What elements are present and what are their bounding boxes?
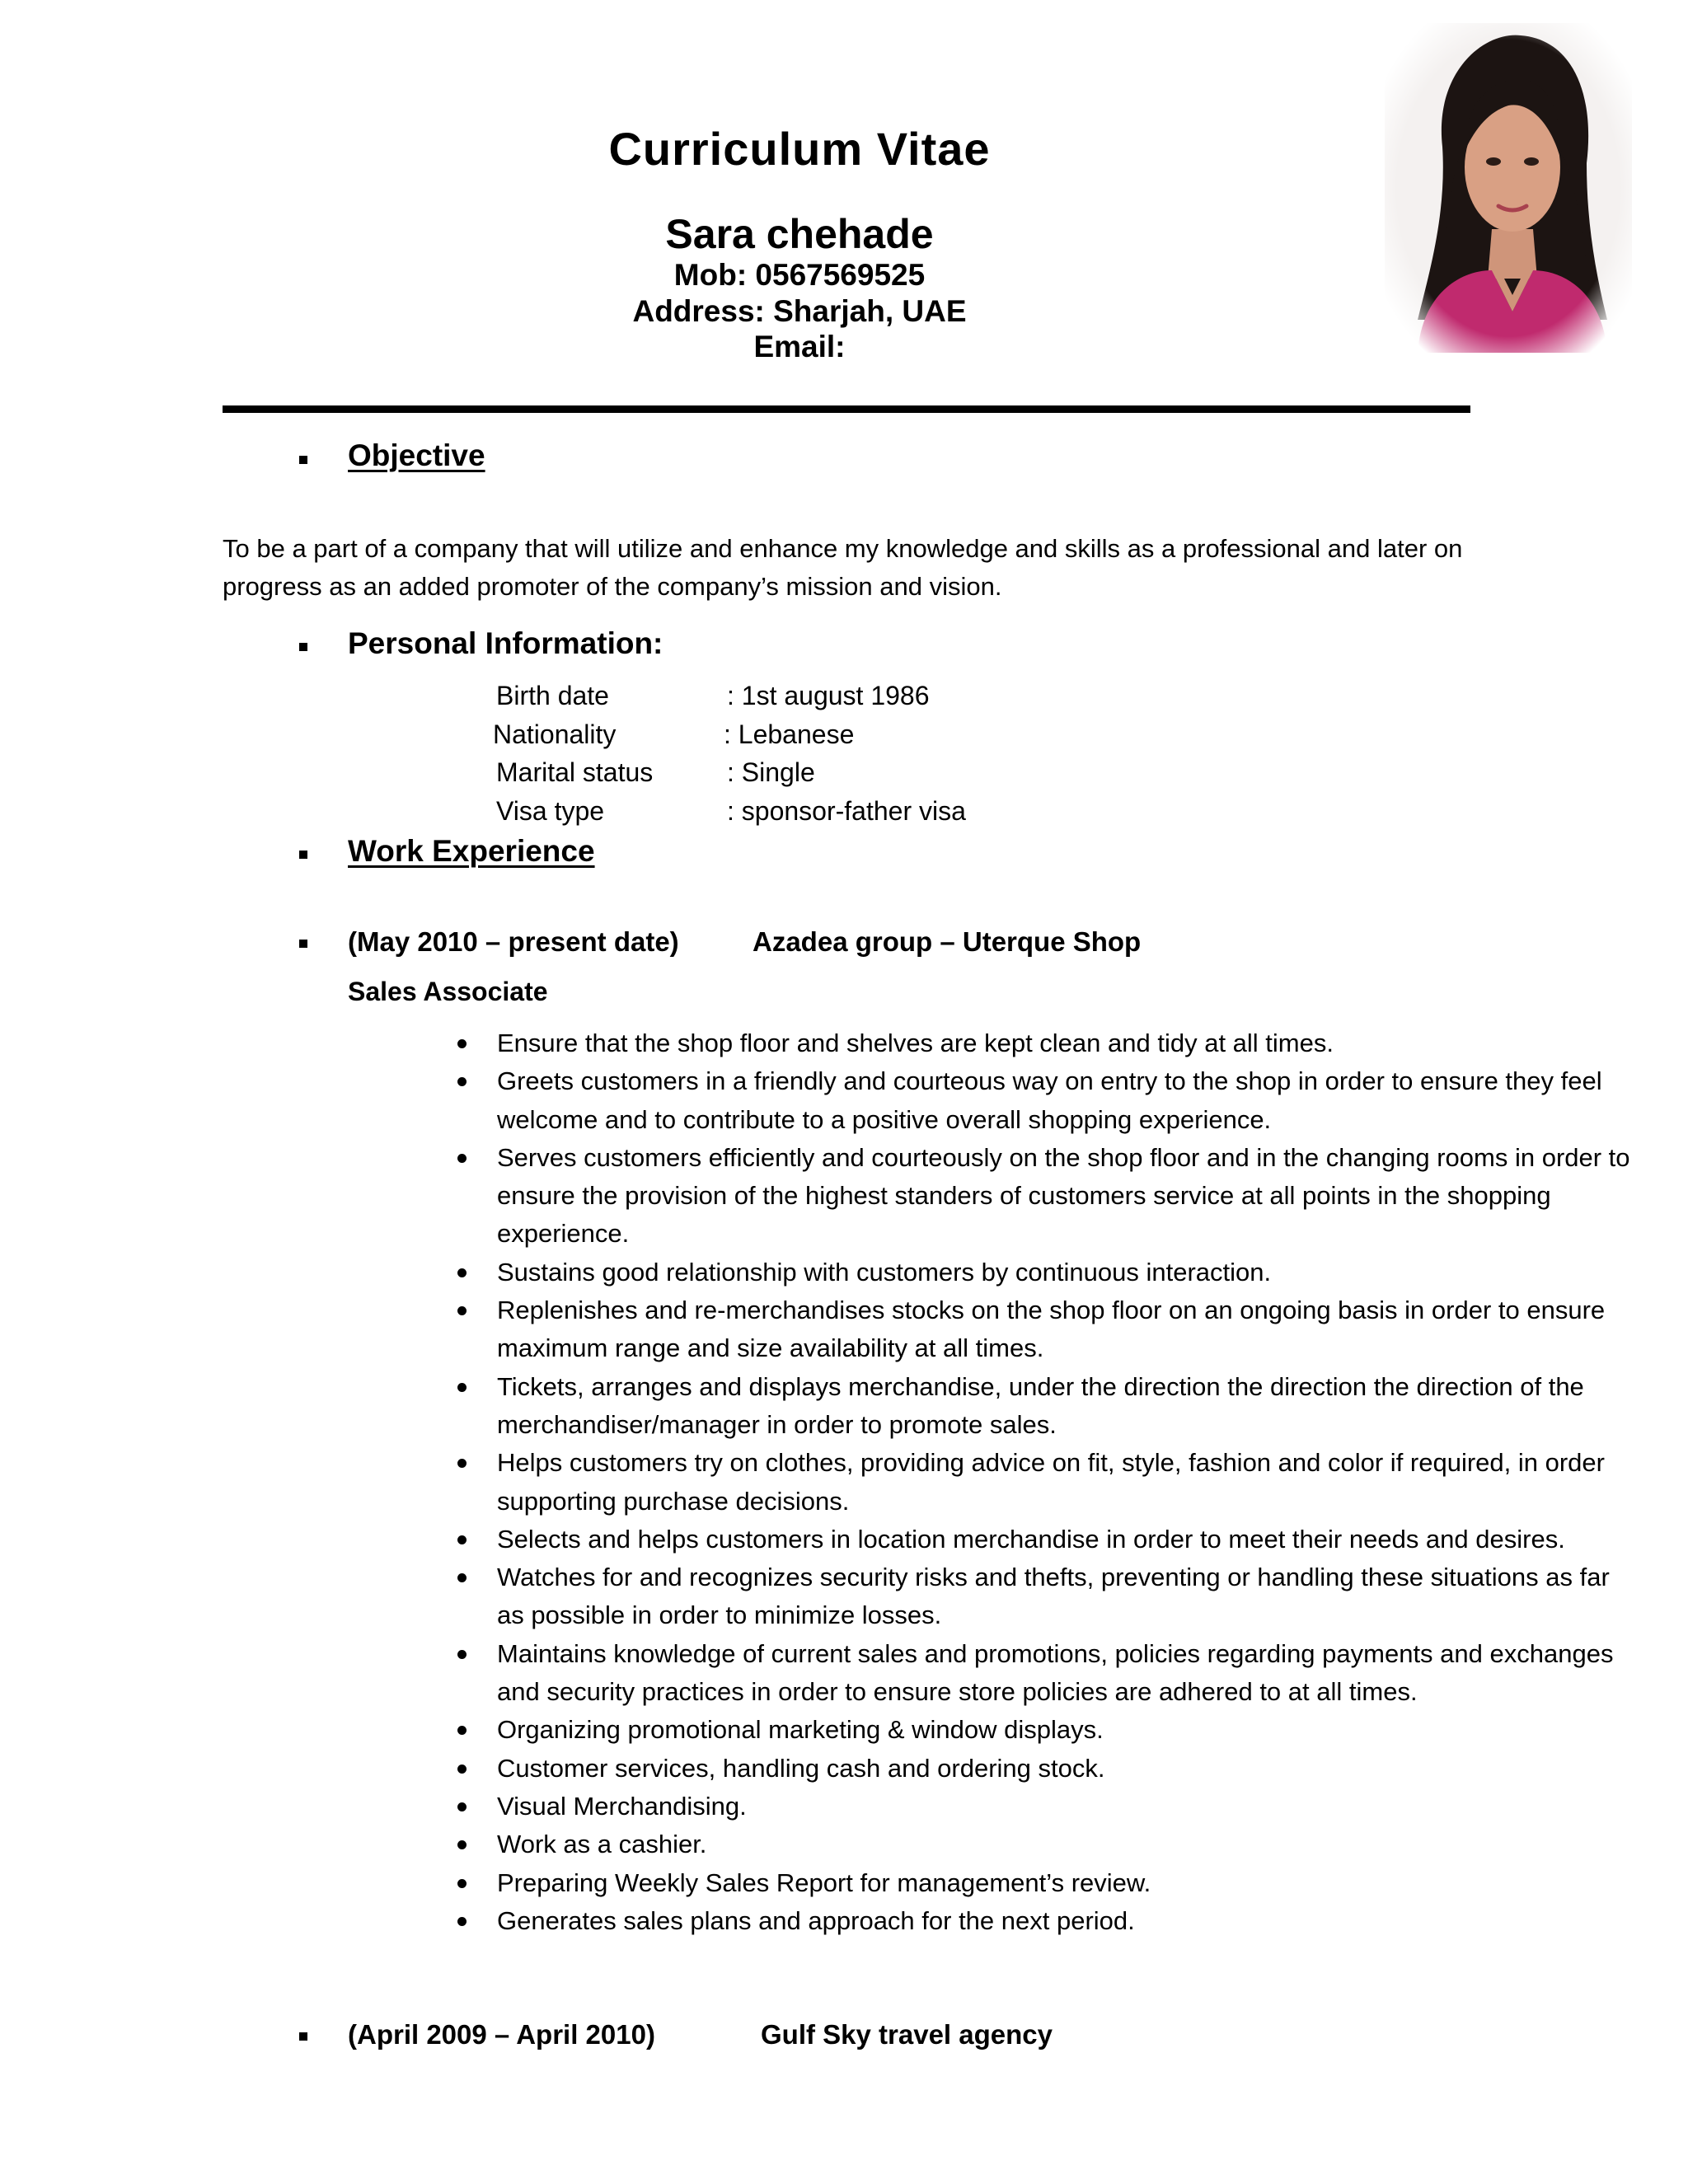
job-role: Sales Associate <box>348 977 548 1006</box>
objective-line-2: progress as an added promoter of the company’s mission and vision. <box>223 572 1002 601</box>
objective-heading: Objective <box>348 438 485 472</box>
duty-item: Maintains knowledge of current sales and promotions, policies regarding payments and exchanges and security practices in order to ensure store policies are adhered to at all times. <box>497 1635 1643 1712</box>
job-bullet <box>299 2032 307 2041</box>
job-period: (May 2010 – present date) <box>348 926 679 957</box>
duty-item: Generates sales plans and approach for the next period. <box>497 1902 1643 1940</box>
candidate-address: Address: Sharjah, UAE <box>632 294 967 328</box>
candidate-email: Email: <box>753 330 846 363</box>
candidate-name: Sara chehade <box>665 211 934 257</box>
personal-info-heading: Personal Information: <box>348 626 663 660</box>
objective-line-1: To be a part of a company that will utilize and enhance my knowledge and skills as a professional and later on <box>223 534 1463 563</box>
duty-item: Tickets, arranges and displays merchandise, under the direction the direction the direction of the merchandiser/manager in order to promote sales. <box>497 1368 1643 1445</box>
work-experience-heading: Work Experience <box>348 834 595 868</box>
candidate-mobile: Mob: 0567569525 <box>673 258 926 292</box>
duty-item: Replenishes and re-merchandises stocks on the shop floor on an ongoing basis in order to ensure maximum range and size availability at all times. <box>497 1291 1643 1368</box>
personal-info-value: : Lebanese <box>724 719 855 749</box>
personal-info-value: : sponsor-father visa <box>727 796 966 826</box>
personal-info-value: : Single <box>727 757 815 787</box>
personal-info-value: : 1st august 1986 <box>727 681 930 710</box>
job-bullet <box>299 940 307 948</box>
personal-info-label: Nationality <box>493 719 617 749</box>
portrait-image <box>1385 23 1632 353</box>
job-period: (April 2009 – April 2010) <box>348 2019 655 2050</box>
duty-item: Visual Merchandising. <box>497 1788 1643 1825</box>
section-bullet <box>299 456 307 464</box>
job-company: Gulf Sky travel agency <box>761 2019 1053 2050</box>
duty-item: Selects and helps customers in location merchandise in order to meet their needs and desires. <box>497 1521 1643 1558</box>
profile-photo <box>1385 23 1632 353</box>
duty-item: Watches for and recognizes security risks and thefts, preventing or handling these situations as far as possible in order to minimize losses. <box>497 1558 1643 1635</box>
personal-info-label: Marital status <box>496 757 654 787</box>
duty-item: Customer services, handling cash and ordering stock. <box>497 1750 1643 1788</box>
section-bullet <box>299 851 307 859</box>
duty-item: Helps customers try on clothes, providing advice on fit, style, fashion and color if required, in order supporting purchase decisions. <box>497 1444 1643 1521</box>
duty-item: Ensure that the shop floor and shelves are kept clean and tidy at all times. <box>497 1024 1643 1062</box>
document-title: Curriculum Vitae <box>608 123 991 175</box>
personal-info-label: Birth date <box>496 681 609 710</box>
duty-item: Sustains good relationship with customers by continuous interaction. <box>497 1254 1643 1291</box>
personal-info-label: Visa type <box>496 796 605 826</box>
duty-item: Greets customers in a friendly and courteous way on entry to the shop in order to ensure they feel welcome and to contribute to a positive overall shopping experience. <box>497 1062 1643 1139</box>
duty-item: Serves customers efficiently and courteously on the shop floor and in the changing rooms in order to ensure the provision of the highest standers of customers service at all points in the shopping experience. <box>497 1139 1643 1254</box>
section-bullet <box>299 643 307 651</box>
job-duties-list <box>497 1024 1643 1940</box>
duty-item: Work as a cashier. <box>497 1825 1643 1863</box>
duty-item: Organizing promotional marketing & window displays. <box>497 1711 1643 1749</box>
job-company: Azadea group – Uterque Shop <box>753 926 1142 957</box>
header-divider <box>223 405 1470 413</box>
duty-item: Preparing Weekly Sales Report for management’s review. <box>497 1864 1643 1902</box>
